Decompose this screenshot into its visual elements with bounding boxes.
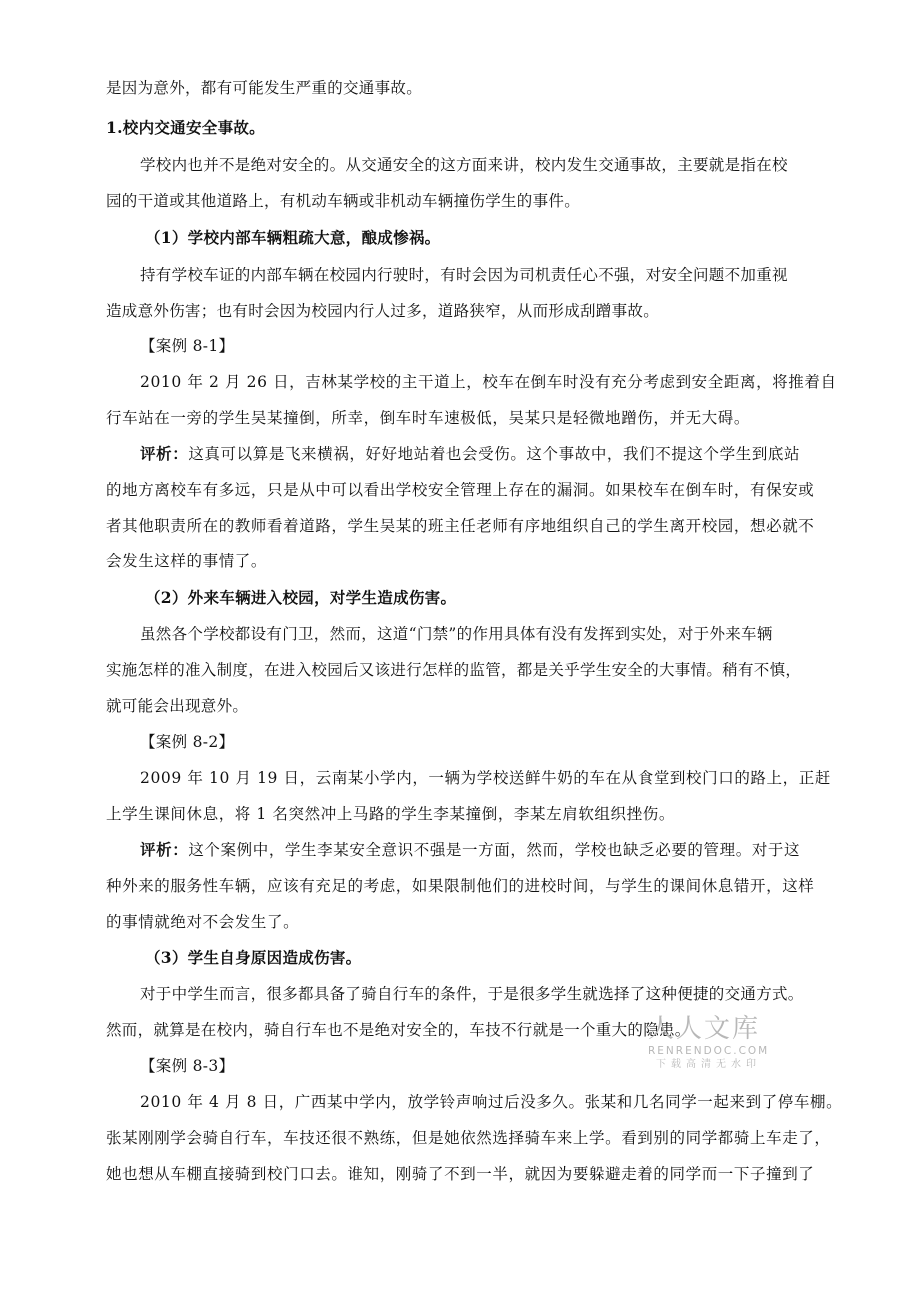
paragraph-line: 实施怎样的准入制度，在进入校园后又该进行怎样的监管，都是关乎学生安全的大事情。稍有不慎， xyxy=(106,661,802,679)
paragraph-line: 造成意外伤害；也有时会因为校园内行人过多，道路狭窄，从而形成刮蹭事故。 xyxy=(106,302,660,320)
subsection-heading: （2）外来车辆进入校园，对学生造成伤害。 xyxy=(145,588,457,607)
section-heading: 1.校内交通安全事故。 xyxy=(106,118,265,137)
case-text-line: 2010 年 2 月 26 日，吉林某学校的主干道上，校车在倒车时没有充分考虑到安全距离，将推着自 xyxy=(140,373,837,391)
paragraph-line: 然而，就算是在校内，骑自行车也不是绝对安全的，车技不行就是一个重大的隐患。 xyxy=(106,1021,691,1039)
paragraph-line: 对于中学生而言，很多都具备了骑自行车的条件，于是很多学生就选择了这种便捷的交通方式。 xyxy=(140,985,804,1003)
paragraph-line: 园的干道或其他道路上，有机动车辆或非机动车辆撞伤学生的事件。 xyxy=(106,192,581,210)
watermark xyxy=(648,1014,778,1078)
paragraph-line: 持有学校车证的内部车辆在校园内行驶时，有时会因为司机责任心不强，对安全问题不加重视 xyxy=(140,266,788,284)
watermark-logo: 人人文库 xyxy=(648,1014,761,1044)
analysis-text-line: 的事情就绝对不会发生了。 xyxy=(106,913,300,931)
case-text-line: 张某刚刚学会骑自行车，车技还很不熟练，但是她依然选择骑车来上学。看到别的同学都骑上车走了， xyxy=(106,1129,831,1147)
analysis-text-line: 会发生这样的事情了。 xyxy=(106,552,268,570)
analysis-label: 评析： xyxy=(140,840,189,859)
analysis-text: 这个案例中，学生李某安全意识不强是一方面，然而，学校也缺乏必要的管理。对于这 xyxy=(188,841,801,859)
analysis-line xyxy=(140,444,800,464)
analysis-text: 这真可以算是飞来横祸，好好地站着也会受伤。这个事故中，我们不提这个学生到底站 xyxy=(188,445,801,463)
subsection-heading: （1）学校内部车辆粗疏大意，酿成惨祸。 xyxy=(145,228,441,247)
analysis-text-line: 的地方离校车有多远，只是从中可以看出学校安全管理上存在的漏洞。如果校车在倒车时，有保安或 xyxy=(106,481,815,499)
analysis-text-line: 者其他职责所在的教师看着道路，学生吴某的班主任老师有序地组织自己的学生离开校园，想必就不 xyxy=(106,517,815,535)
analysis-line xyxy=(140,840,800,860)
watermark-slogan: 下载高清无水印 xyxy=(656,1059,761,1070)
case-label: 【案例 8-3】 xyxy=(140,1057,235,1075)
case-text-line: 上学生课间休息，将 1 名突然冲上马路的学生李某撞倒，李某左肩软组织挫伤。 xyxy=(106,805,675,823)
case-text-line: 她也想从车棚直接骑到校门口去。谁知，刚骑了不到一半，就因为要躲避走着的同学而一下子撞到了 xyxy=(106,1165,815,1183)
watermark-domain: RENRENDOC.COM xyxy=(648,1045,770,1057)
analysis-text-line: 种外来的服务性车辆，应该有充足的考虑，如果限制他们的进校时间，与学生的课间休息错开，这样 xyxy=(106,877,815,895)
case-text-line: 2009 年 10 月 19 日，云南某小学内，一辆为学校送鲜牛奶的车在从食堂到校门口的路上，正赶 xyxy=(140,769,831,787)
text-line: 是因为意外，都有可能发生严重的交通事故。 xyxy=(106,79,423,97)
analysis-label: 评析： xyxy=(140,444,189,463)
case-text-line: 行车站在一旁的学生吴某撞倒，所幸，倒车时车速极低，吴某只是轻微地蹭伤，并无大碍。 xyxy=(106,409,751,427)
paragraph-line: 学校内也并不是绝对安全的。从交通安全的这方面来讲，校内发生交通事故，主要就是指在校 xyxy=(140,156,788,174)
subsection-heading: （3）学生自身原因造成伤害。 xyxy=(145,948,362,967)
paragraph-line: 虽然各个学校都设有门卫，然而，这道“门禁”的作用具体有没有发挥到实处，对于外来车辆 xyxy=(140,625,773,643)
paragraph-line: 就可能会出现意外。 xyxy=(106,697,249,715)
case-label: 【案例 8-1】 xyxy=(140,337,235,355)
case-text-line: 2010 年 4 月 8 日，广西某中学内，放学铃声响过后没多久。张某和几名同学一起来到了停车棚。 xyxy=(140,1093,843,1111)
case-label: 【案例 8-2】 xyxy=(140,733,235,751)
